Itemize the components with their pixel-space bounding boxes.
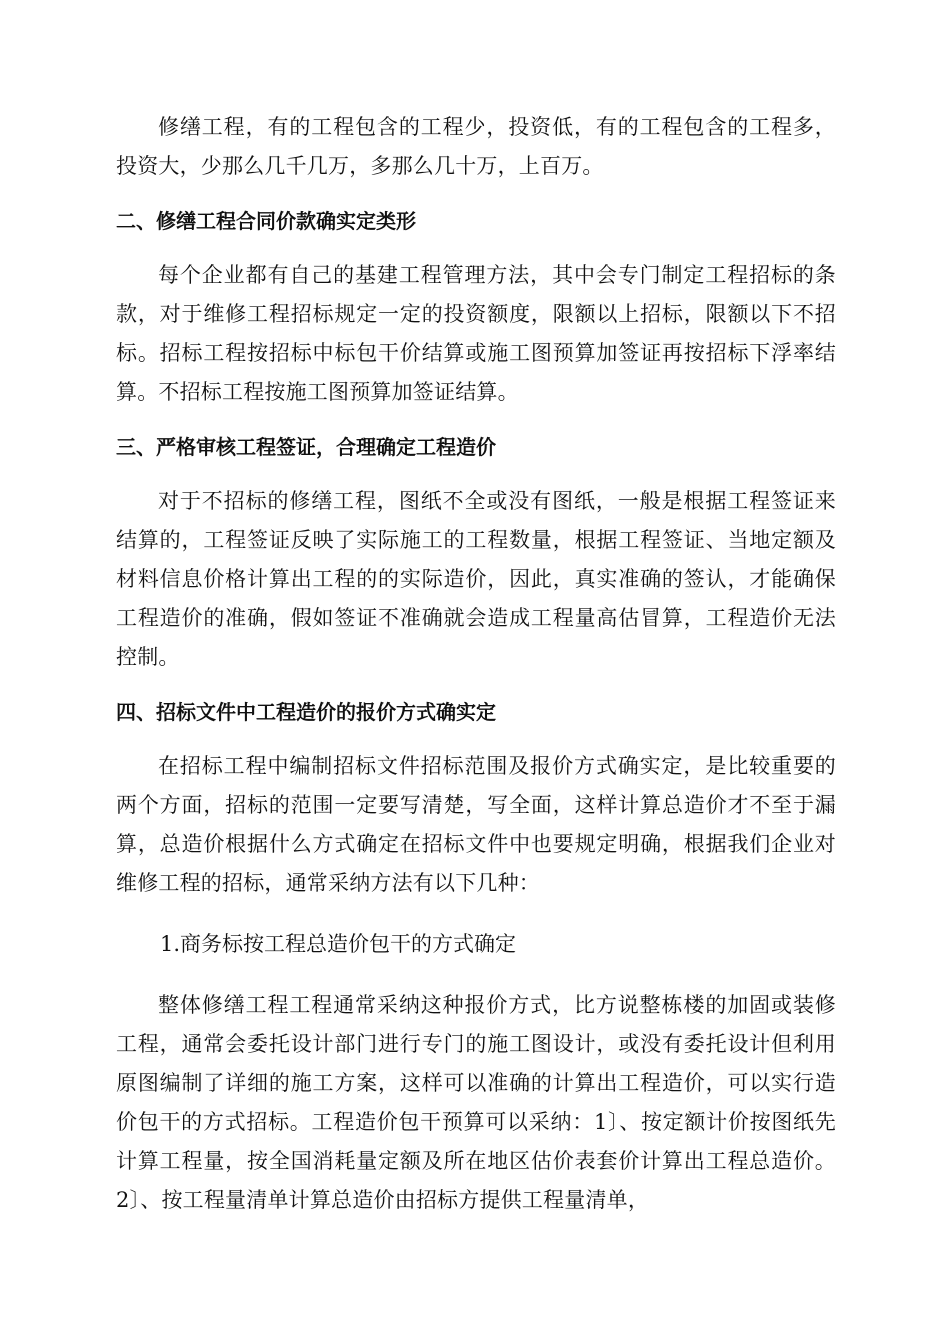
section-heading-4: 四、招标文件中工程造价的报价方式确实定 bbox=[116, 700, 496, 724]
paragraph-section-2: 每个企业都有自己的基建工程管理方法，其中会专门制定工程招标的条款，对于维修工程招标规定一定的投资额度，限额以上招标，限额以下不招标。招标工程按招标中标包干价结算或施工图预算加签证再按招标下浮率结算。不招标工程按施工图预算加签证结算。 bbox=[116, 263, 836, 404]
spacer bbox=[116, 236, 836, 256]
list-item-1: 1.商务标按工程总造价包干的方式确定 bbox=[160, 932, 517, 956]
spacer bbox=[116, 412, 836, 432]
spacer bbox=[116, 727, 836, 747]
paragraph-item-1: 整体修缮工程工程通常采纳这种报价方式，比方说整栋楼的加固或装修工程，通常会委托设计部门进行专门的施工图设计，或没有委托设计但利用原图编制了详细的施工方案，这样可以准确的计算出工程造价，可以实行造价包干的方式招标。工程造价包干预算可以采纳：1〕、按定额计价按图纸先计算工程量，按全国消耗量定额及所在地区估价表套价计算出工程总造价。2〕、按工程量清单计算总造价由招标方提供工程量清单， bbox=[116, 993, 836, 1212]
spacer bbox=[116, 677, 836, 697]
spacer bbox=[116, 186, 836, 206]
document-page bbox=[116, 108, 836, 1220]
section-heading-2: 二、修缮工程合同价款确实定类形 bbox=[116, 209, 416, 233]
section-heading-3: 三、严格审核工程签证，合理确定工程造价 bbox=[116, 435, 496, 459]
spacer bbox=[116, 964, 836, 986]
spacer bbox=[116, 462, 836, 482]
paragraph-section-3: 对于不招标的修缮工程，图纸不全或没有图纸，一般是根据工程签证来结算的，工程签证反映了实际施工的工程数量，根据工程签证、当地定额及材料信息价格计算出工程的的实际造价，因此，真实准确的签认，才能确保工程造价的准确，假如签证不准确就会造成工程量高估冒算，工程造价无法控制。 bbox=[116, 489, 836, 669]
paragraph-section-4: 在招标工程中编制招标文件招标范围及报价方式确实定，是比较重要的两个方面，招标的范围一定要写清楚，写全面，这样计算总造价才不至于漏算，总造价根据什么方式确定在招标文件中也要规定明确，根据我们企业对维修工程的招标，通常采纳方法有以下几种： bbox=[116, 754, 836, 895]
paragraph-intro: 修缮工程，有的工程包含的工程少，投资低，有的工程包含的工程多，投资大，少那么几千几万，多那么几十万，上百万。 bbox=[116, 115, 836, 178]
spacer bbox=[116, 903, 836, 925]
